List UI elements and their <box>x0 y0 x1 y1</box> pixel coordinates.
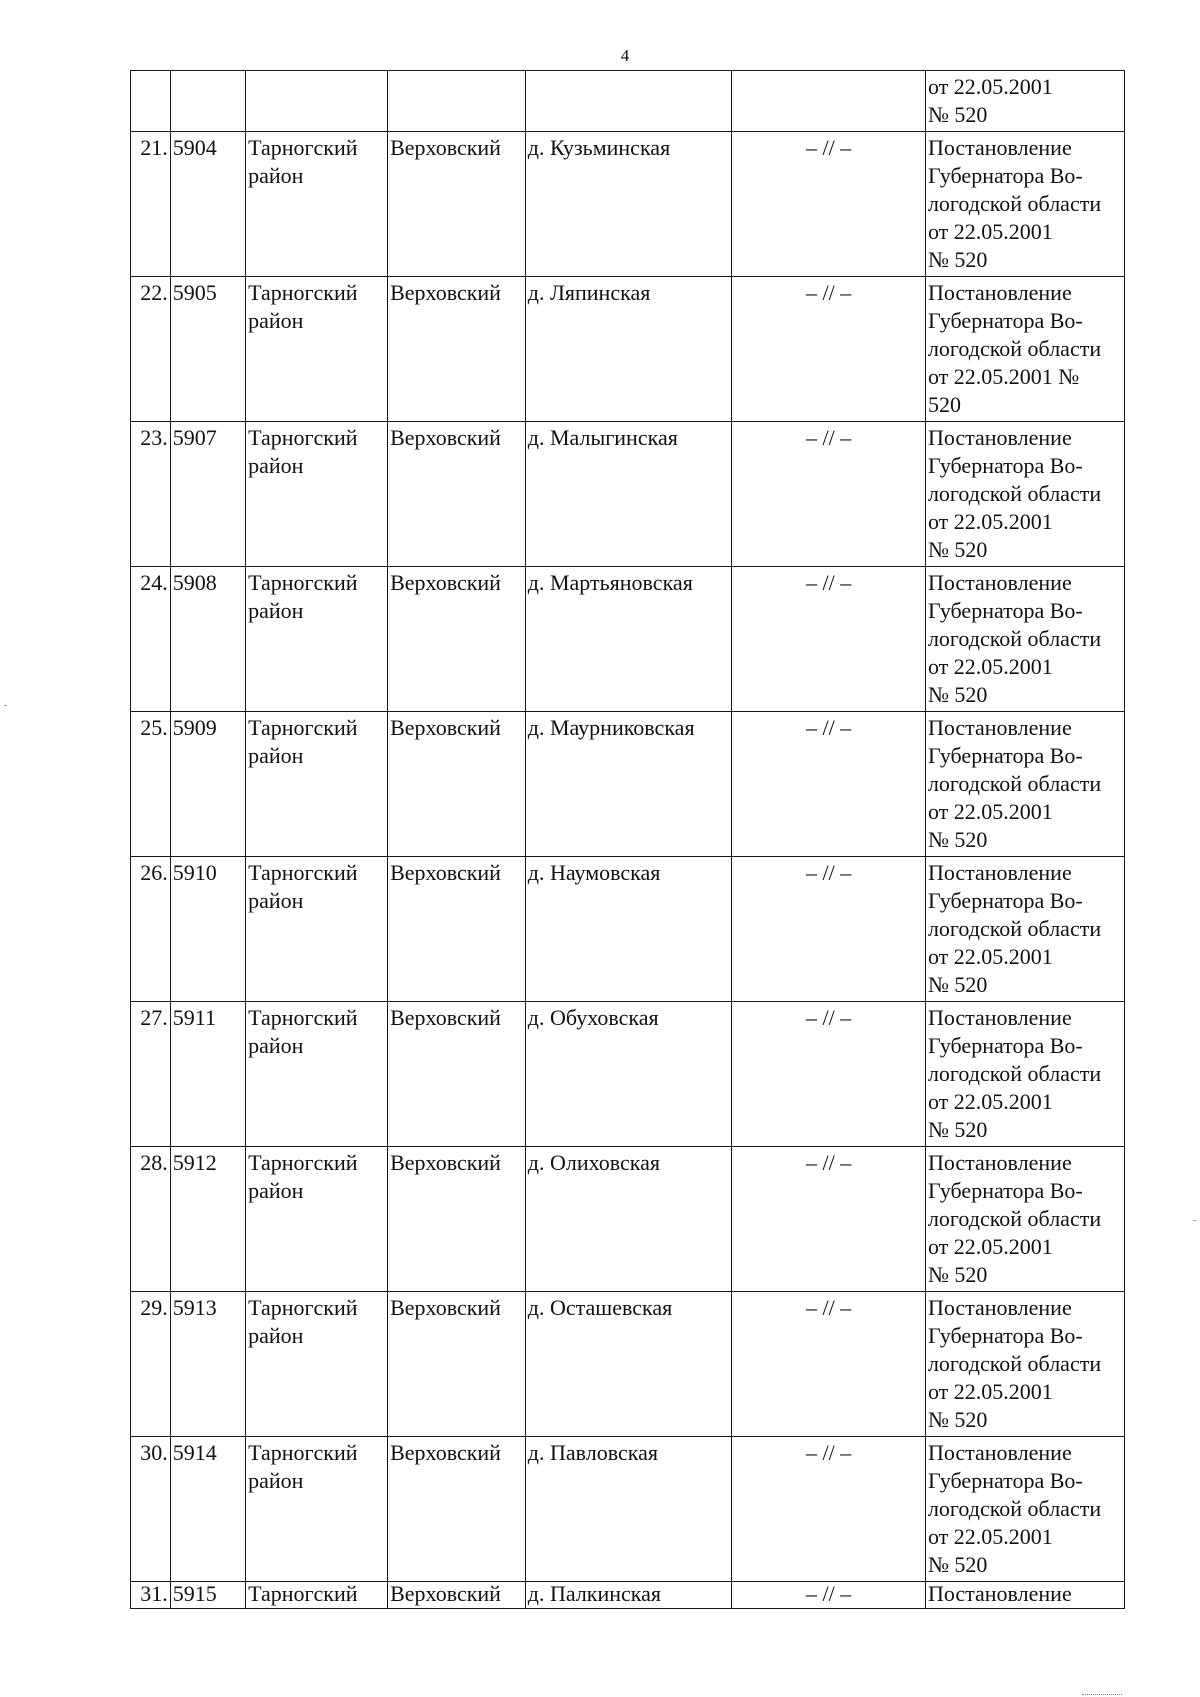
same-as-above-cell: – // – <box>732 1582 926 1609</box>
doc-line: Постановление <box>927 425 1072 450</box>
code-cell: 5914 <box>170 1437 245 1582</box>
doc-line: от 22.05.2001 <box>927 509 1053 534</box>
code-cell: 5904 <box>170 132 245 277</box>
same-as-above-cell: – // – <box>732 1292 926 1437</box>
row-number: 31. <box>131 1582 171 1609</box>
same-as-above-cell: – // – <box>732 857 926 1002</box>
settlement-cell: д. Павловская <box>525 1437 732 1582</box>
council-cell: Верховский <box>388 422 526 567</box>
row-number: 22. <box>131 277 171 422</box>
doc-line: № 520 <box>927 972 988 997</box>
district-cell: Тарногский район <box>246 712 388 857</box>
doc-line: от 22.05.2001 <box>927 1379 1053 1404</box>
doc-cell <box>925 71 1124 132</box>
table-row <box>131 567 1125 712</box>
doc-line: Губернатора Во- <box>927 888 1083 913</box>
same-as-above-cell: – // – <box>732 1147 926 1292</box>
table-row <box>131 1437 1125 1582</box>
doc-cell <box>925 132 1124 277</box>
district-cell: Тарногский район <box>246 567 388 712</box>
row-number: 21. <box>131 132 171 277</box>
scan-mark <box>4 705 7 706</box>
code-cell <box>170 71 245 132</box>
district-cell: Тарногский район <box>246 1292 388 1437</box>
table-row <box>131 422 1125 567</box>
doc-line: Постановление <box>927 280 1072 305</box>
district-cell: Тарногский район <box>246 277 388 422</box>
doc-cell <box>925 857 1124 1002</box>
doc-line: от 22.05.2001 <box>927 219 1053 244</box>
doc-line: логодской области <box>927 336 1102 361</box>
doc-cell: Постановление <box>925 1582 1124 1609</box>
doc-line: от 22.05.2001 <box>927 1234 1053 1259</box>
table-body <box>131 71 1125 1609</box>
doc-line: № 520 <box>927 247 988 272</box>
doc-line: логодской области <box>927 1496 1102 1521</box>
district-cell: Тарногский район <box>246 1002 388 1147</box>
settlement-cell: д. Ляпинская <box>525 277 732 422</box>
same-as-above-cell: – // – <box>732 712 926 857</box>
row-number: 29. <box>131 1292 171 1437</box>
row-number: 27. <box>131 1002 171 1147</box>
same-as-above-cell: – // – <box>732 1437 926 1582</box>
code-cell: 5912 <box>170 1147 245 1292</box>
row-number: 24. <box>131 567 171 712</box>
doc-line: Постановление <box>927 1295 1072 1320</box>
doc-line: Постановление <box>927 1440 1072 1465</box>
council-cell <box>388 71 526 132</box>
code-cell: 5910 <box>170 857 245 1002</box>
doc-line: логодской области <box>927 1061 1102 1086</box>
doc-cell <box>925 712 1124 857</box>
row-number: 23. <box>131 422 171 567</box>
district-cell: Тарногский район <box>246 1147 388 1292</box>
doc-line: логодской области <box>927 626 1102 651</box>
code-cell: 5913 <box>170 1292 245 1437</box>
settlement-cell: д. Малыгинская <box>525 422 732 567</box>
doc-line: логодской области <box>927 1351 1102 1376</box>
row-number: 30. <box>131 1437 171 1582</box>
doc-line: Постановление <box>927 1005 1072 1030</box>
doc-line: № 520 <box>927 537 988 562</box>
same-as-above-cell: – // – <box>732 1002 926 1147</box>
doc-line: № 520 <box>927 1117 988 1142</box>
doc-line: от 22.05.2001 <box>927 1524 1053 1549</box>
scan-mark <box>1082 1686 1122 1695</box>
council-cell: Верховский <box>388 132 526 277</box>
doc-line: Губернатора Во- <box>927 453 1083 478</box>
table-row <box>131 277 1125 422</box>
doc-line: Губернатора Во- <box>927 743 1083 768</box>
doc-line: Губернатора Во- <box>927 1178 1083 1203</box>
district-cell <box>246 71 388 132</box>
council-cell: Верховский <box>388 1002 526 1147</box>
row-number: 25. <box>131 712 171 857</box>
doc-line: Постановление <box>927 1150 1072 1175</box>
table-row <box>131 712 1125 857</box>
table-row <box>131 132 1125 277</box>
doc-line: 520 <box>927 392 961 417</box>
council-cell: Верховский <box>388 1437 526 1582</box>
district-cell: Тарногский <box>246 1582 388 1609</box>
council-cell: Верховский <box>388 1292 526 1437</box>
doc-line: логодской области <box>927 771 1102 796</box>
settlement-cell: д. Осташевская <box>525 1292 732 1437</box>
table-row <box>131 857 1125 1002</box>
doc-line: логодской области <box>927 916 1102 941</box>
doc-line: логодской области <box>927 481 1102 506</box>
settlements-table <box>130 70 1125 1609</box>
code-cell: 5907 <box>170 422 245 567</box>
doc-line: логодской области <box>927 1206 1102 1231</box>
doc-line: № 520 <box>927 102 988 127</box>
doc-line: от 22.05.2001 <box>927 799 1053 824</box>
doc-line: Губернатора Во- <box>927 308 1083 333</box>
doc-line: № 520 <box>927 1552 988 1577</box>
district-cell: Тарногский район <box>246 422 388 567</box>
council-cell: Верховский <box>388 1147 526 1292</box>
doc-line: Постановление <box>927 135 1072 160</box>
doc-line: от 22.05.2001 <box>927 944 1053 969</box>
code-cell: 5905 <box>170 277 245 422</box>
doc-cell <box>925 1147 1124 1292</box>
continuation-row <box>131 71 1125 132</box>
doc-line: от 22.05.2001 <box>927 74 1053 99</box>
doc-cell <box>925 1292 1124 1437</box>
settlement-cell <box>525 71 732 132</box>
doc-cell <box>925 1437 1124 1582</box>
council-cell: Верховский <box>388 712 526 857</box>
district-cell: Тарногский район <box>246 1437 388 1582</box>
same-as-above-cell: – // – <box>732 277 926 422</box>
settlement-cell: д. Обуховская <box>525 1002 732 1147</box>
doc-line: Губернатора Во- <box>927 1468 1083 1493</box>
same-as-above-cell: – // – <box>732 422 926 567</box>
table-row <box>131 1002 1125 1147</box>
settlement-cell: д. Кузьминская <box>525 132 732 277</box>
doc-line: № 520 <box>927 1407 988 1432</box>
doc-line: от 22.05.2001 <box>927 1089 1053 1114</box>
same-as-above-cell: – // – <box>732 567 926 712</box>
num-cell <box>131 71 171 132</box>
council-cell: Верховский <box>388 1582 526 1609</box>
doc-line: Губернатора Во- <box>927 1033 1083 1058</box>
settlement-cell: д. Наумовская <box>525 857 732 1002</box>
doc-line: логодской области <box>927 191 1102 216</box>
page-number: 4 <box>620 46 630 65</box>
table-row <box>131 1582 1125 1609</box>
council-cell: Верховский <box>388 567 526 712</box>
code-cell: 5908 <box>170 567 245 712</box>
district-cell: Тарногский район <box>246 132 388 277</box>
doc-line: Постановление <box>927 860 1072 885</box>
code-cell: 5915 <box>170 1582 245 1609</box>
doc-line: Губернатора Во- <box>927 598 1083 623</box>
settlement-cell: д. Палкинская <box>525 1582 732 1609</box>
council-cell: Верховский <box>388 277 526 422</box>
same-as-above-cell: – // – <box>732 132 926 277</box>
council-cell: Верховский <box>388 857 526 1002</box>
code-cell: 5911 <box>170 1002 245 1147</box>
doc-line: Губернатора Во- <box>927 1323 1083 1348</box>
same-cell <box>732 71 926 132</box>
settlement-cell: д. Олиховская <box>525 1147 732 1292</box>
doc-line: № 520 <box>927 827 988 852</box>
doc-line: № 520 <box>927 682 988 707</box>
doc-cell <box>925 422 1124 567</box>
scan-mark <box>1193 1220 1196 1221</box>
district-cell: Тарногский район <box>246 857 388 1002</box>
settlement-cell: д. Маурниковская <box>525 712 732 857</box>
doc-cell <box>925 567 1124 712</box>
doc-line: от 22.05.2001 <box>927 654 1053 679</box>
table-row <box>131 1147 1125 1292</box>
code-cell: 5909 <box>170 712 245 857</box>
doc-cell <box>925 277 1124 422</box>
doc-cell <box>925 1002 1124 1147</box>
doc-line: Губернатора Во- <box>927 163 1083 188</box>
doc-line: Постановление <box>927 715 1072 740</box>
doc-line: Постановление <box>927 570 1072 595</box>
row-number: 26. <box>131 857 171 1002</box>
table-row <box>131 1292 1125 1437</box>
doc-line: № 520 <box>927 1262 988 1287</box>
settlement-cell: д. Мартьяновская <box>525 567 732 712</box>
row-number: 28. <box>131 1147 171 1292</box>
doc-line: от 22.05.2001 № <box>927 364 1080 389</box>
